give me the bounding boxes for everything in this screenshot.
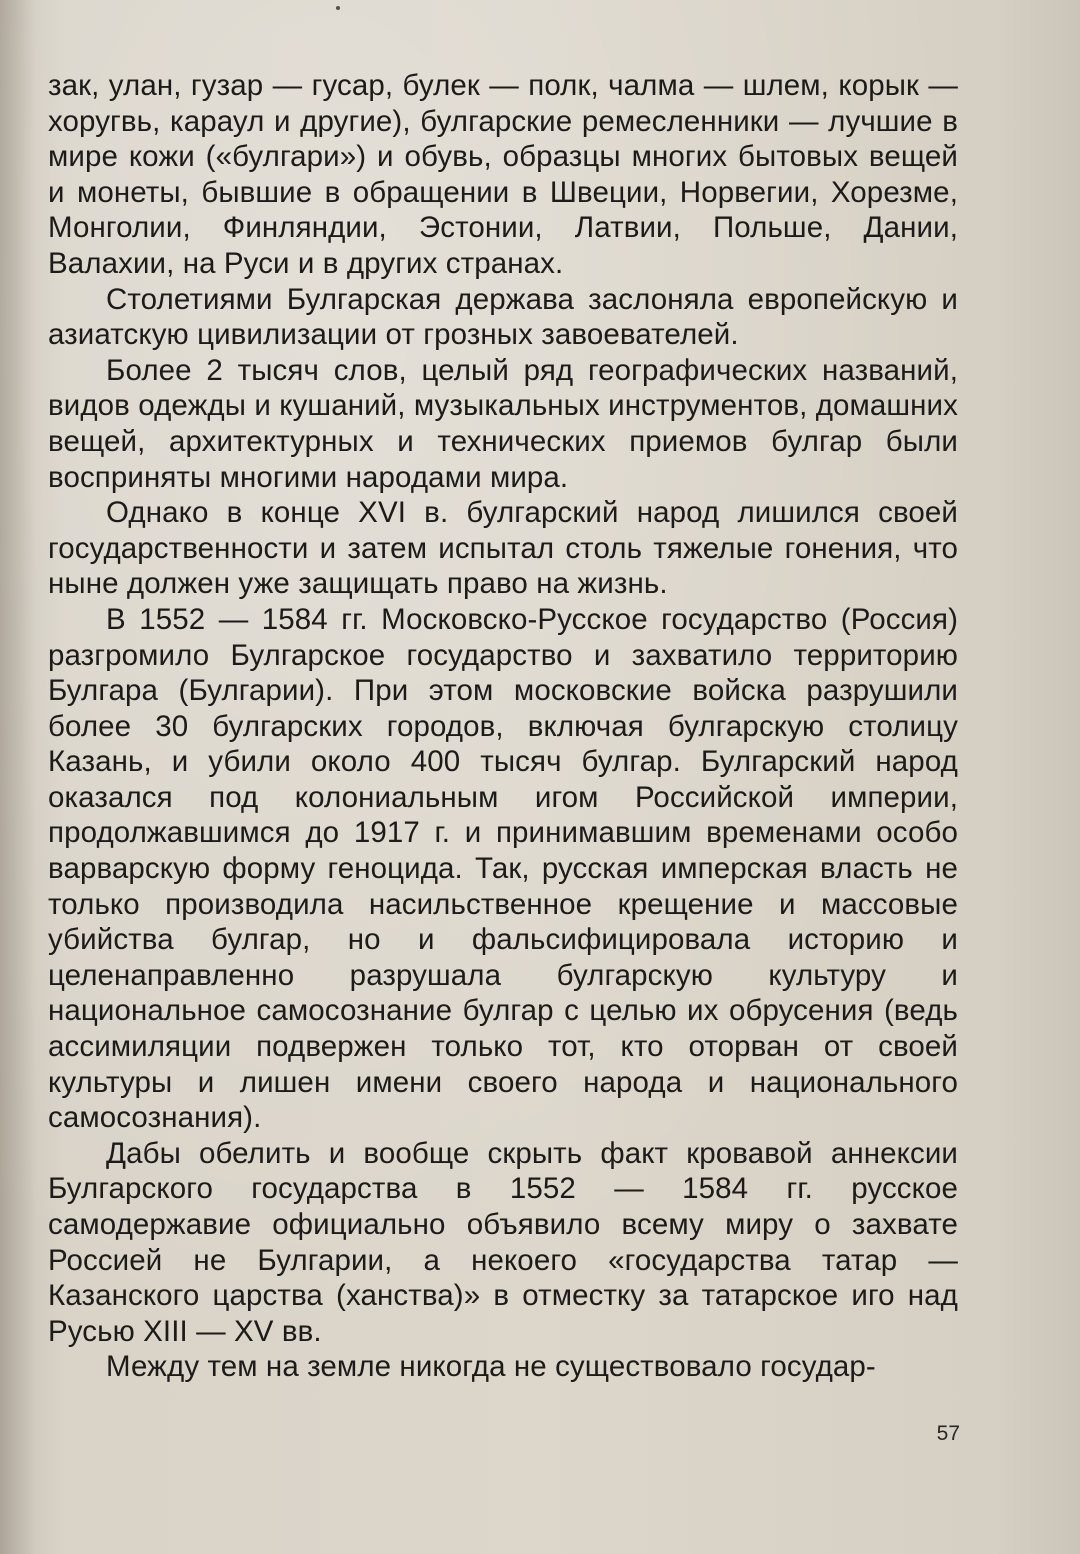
body-text (48, 68, 958, 1385)
paragraph-7: Между тем на земле никогда не существовало государ- (106, 1350, 876, 1384)
paragraph-2: Столетиями Булгарская держава заслоняла европейскую и азиатскую цивилизации от грозных завоевателей. (48, 282, 958, 352)
book-page (48, 68, 958, 1508)
page-edge-shadow (0, 0, 36, 1554)
paper-speck (336, 6, 340, 10)
paragraph-5: В 1552 — 1584 гг. Московско-Русское государство (Россия) разгромило Булгарское государство и захватило территорию Булгара (Булгарии). При этом московские войска разрушили более 30 булгарских городов, включая булгарскую столицу Казань, и убили около 400 тысяч булгар. Булгарский народ оказался под колониальным игом Российской империи, продолжавшимся до 1917 г. и принимавшим временами особо варварскую форму геноцида. Так, русская имперская власть не только производила насильственное крещение и массовые убийства булгар, но и фальсифицировала историю и целенаправленно разрушала булгарскую культуру и национальное самосознание булгар с целью их обрусения (ведь ассимиляции подвержен только тот, кто оторван от своей культуры и лишен имени своего народа и национального самосознания). (48, 602, 958, 1135)
page-number: 57 (936, 1422, 960, 1445)
paragraph-1: зак, улан, гузар — гусар, булек — полк, чалма — шлем, корык — хоругвь, караул и другие), булгарские ремесленники — лучшие в мире кожи («булгари») и обувь, образцы многих бытовых вещей и монеты, бывшие в обращении в Швеции, Норвегии, Хорезме, Монголии, Финляндии, Эстонии, Латвии, Польше, Дании, Валахии, на Руси и в других странах. (48, 69, 958, 280)
paragraph-4: Однако в конце XVI в. булгарский народ лишился своей государственности и затем испытал столь тяжелые гонения, что ныне должен уже защищать право на жизнь. (48, 496, 958, 601)
paragraph-3: Более 2 тысяч слов, целый ряд географических названий, видов одежды и кушаний, музыкальных инструментов, домашних вещей, архитектурных и технических приемов булгар были восприняты многими народами мира. (48, 353, 958, 494)
paragraph-6: Дабы обелить и вообще скрыть факт кровавой аннексии Булгарского государства в 1552 — 1584 гг. русское самодержавие официально объявило всему миру о захвате Россией не Булгарии, а некоего «государства татар — Казанского царства (ханства)» в отместку за татарское иго над Русью XIII — XV вв. (48, 1136, 958, 1348)
